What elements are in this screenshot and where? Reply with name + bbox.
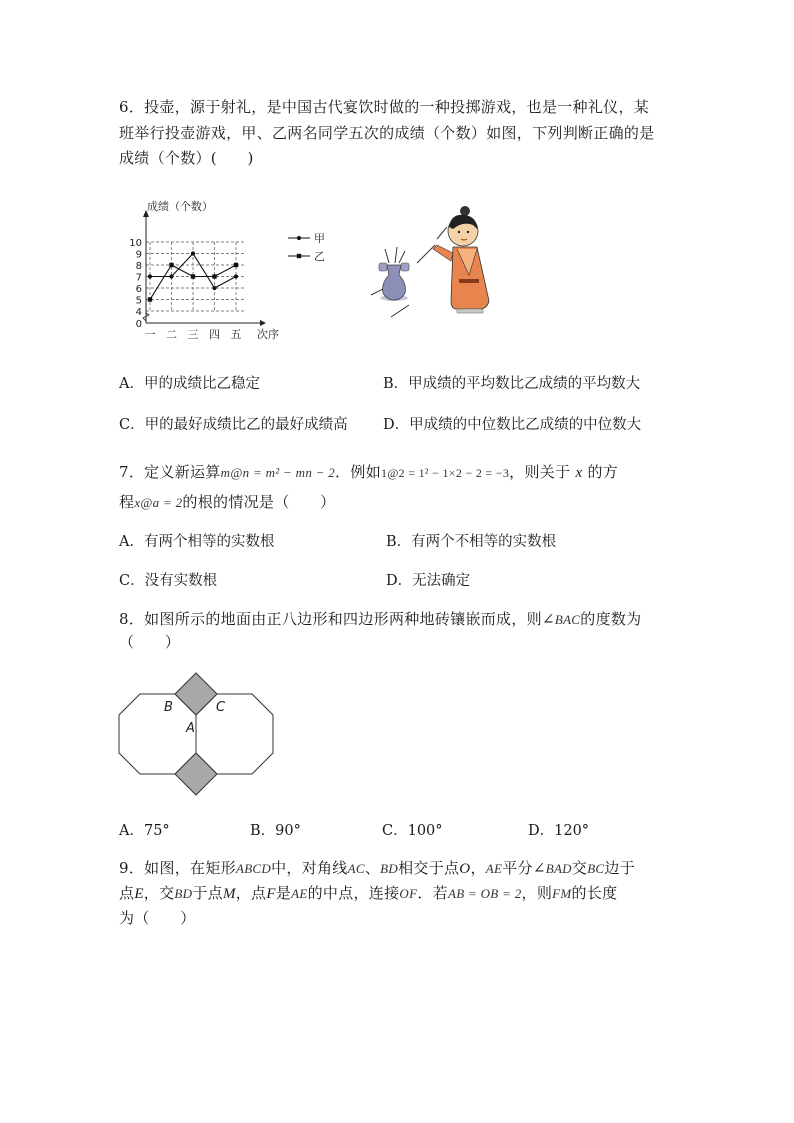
label-b: B [164,700,173,715]
data-point-乙 [169,263,173,267]
y-tick-label: 4 [135,307,142,318]
x-tick-label: 三 [187,328,199,341]
legend-marker [297,236,301,240]
q7-option-c[interactable]: C．没有实数根 [119,573,218,589]
q6-stem-line-3: 成绩（个数）( ) [119,149,254,167]
y-tick-label: 6 [135,284,142,295]
x-tick-label: 一 [144,328,156,341]
data-point-乙 [212,274,216,278]
label-c: C [216,700,226,715]
data-point-甲 [148,274,152,278]
q6-option-a[interactable]: A．甲的成绩比乙稳定 [119,376,260,392]
x-tick-label: 四 [209,328,220,341]
pot-icon [371,247,409,317]
data-point-乙 [191,274,195,278]
pitch-pot-boy-illustration [365,205,505,325]
y-tick-label: 5 [135,295,142,307]
x-tick-label: 五 [230,328,242,341]
q8-option-b[interactable]: B．90° [250,823,301,839]
q8-option-c[interactable]: C．100° [382,823,443,839]
boy-figure-icon [417,206,489,313]
y-tick-label: 10 [129,238,142,249]
q7-option-a[interactable]: A．有两个相等的实数根 [119,534,275,550]
y-tick-label: 9 [135,249,142,261]
q7-stem-line-2: 程x@a = 2的根的情况是（ ） [119,493,336,511]
q7-stem-line-1: 7．定义新运算m@n = m² − mn − 2．例如1@2 = 1² − 1×2 − 2 = −3，则关于 x 的方 [119,463,619,481]
right-octagon [196,694,273,774]
q7-operation-definition: m@n = m² − mn − 2 [220,465,336,480]
legend-marker [297,254,301,258]
q7-example: 1@2 = 1² − 1×2 − 2 = −3 [381,466,510,480]
data-point-甲 [212,286,216,290]
q7-equation: x@a = 2 [134,495,183,510]
data-point-乙 [234,263,238,267]
y-tick-label: 0 [135,319,142,330]
label-a: A [186,721,195,736]
q7-option-b[interactable]: B．有两个不相等的实数根 [386,534,557,550]
q6-stem-line-2: 班举行投壶游戏，甲、乙两名同学五次的成绩（个数）如图，下列判断正确的是 [119,124,655,142]
x-axis-arrow [260,320,266,326]
data-point-甲 [169,274,173,278]
q8-stem-line-2: （ ） [119,633,181,651]
chart-title: 成绩（个数） [147,200,213,213]
q8-option-d[interactable]: D．120° [528,823,590,839]
octagon-tiling-figure [116,672,280,800]
score-line-chart [128,193,338,348]
q8-option-a[interactable]: A．75° [119,823,170,839]
y-tick-label: 8 [135,261,142,272]
q6-option-b[interactable]: B．甲成绩的平均数比乙成绩的平均数大 [383,376,641,392]
q7-option-d[interactable]: D．无法确定 [386,573,471,589]
legend-label: 乙 [314,250,325,263]
x-tick-label: 二 [166,328,177,341]
data-point-甲 [234,274,238,278]
data-point-甲 [191,251,195,255]
left-octagon [119,694,196,774]
q6-stem-line-1: 6．投壶，源于射礼，是中国古代宴饮时做的一种投掷游戏，也是一种礼仪，某 [119,98,650,116]
y-tick-label: 7 [135,272,142,284]
q9-stem-line-2: 点E，交BD于点M，点F是AE的中点，连接OF．若AB = OB = 2，则FM的长度 [119,884,618,902]
q9-stem-line-3: 为（ ） [119,909,196,927]
legend-label: 甲 [314,232,325,245]
q8-stem-line-1: 8．如图所示的地面由正八边形和四边形两种地砖镶嵌而成，则∠BAC的度数为 [119,610,642,628]
q6-option-d[interactable]: D．甲成绩的中位数比乙成绩的中位数大 [383,417,642,433]
q6-option-c[interactable]: C．甲的最好成绩比乙的最好成绩高 [119,417,348,433]
q9-stem-line-1: 9．如图，在矩形ABCD中，对角线AC、BD相交于点O，AE平分∠BAD交BC边于 [119,859,636,877]
data-point-乙 [148,297,152,301]
x-axis-label: 次序 [257,328,279,341]
